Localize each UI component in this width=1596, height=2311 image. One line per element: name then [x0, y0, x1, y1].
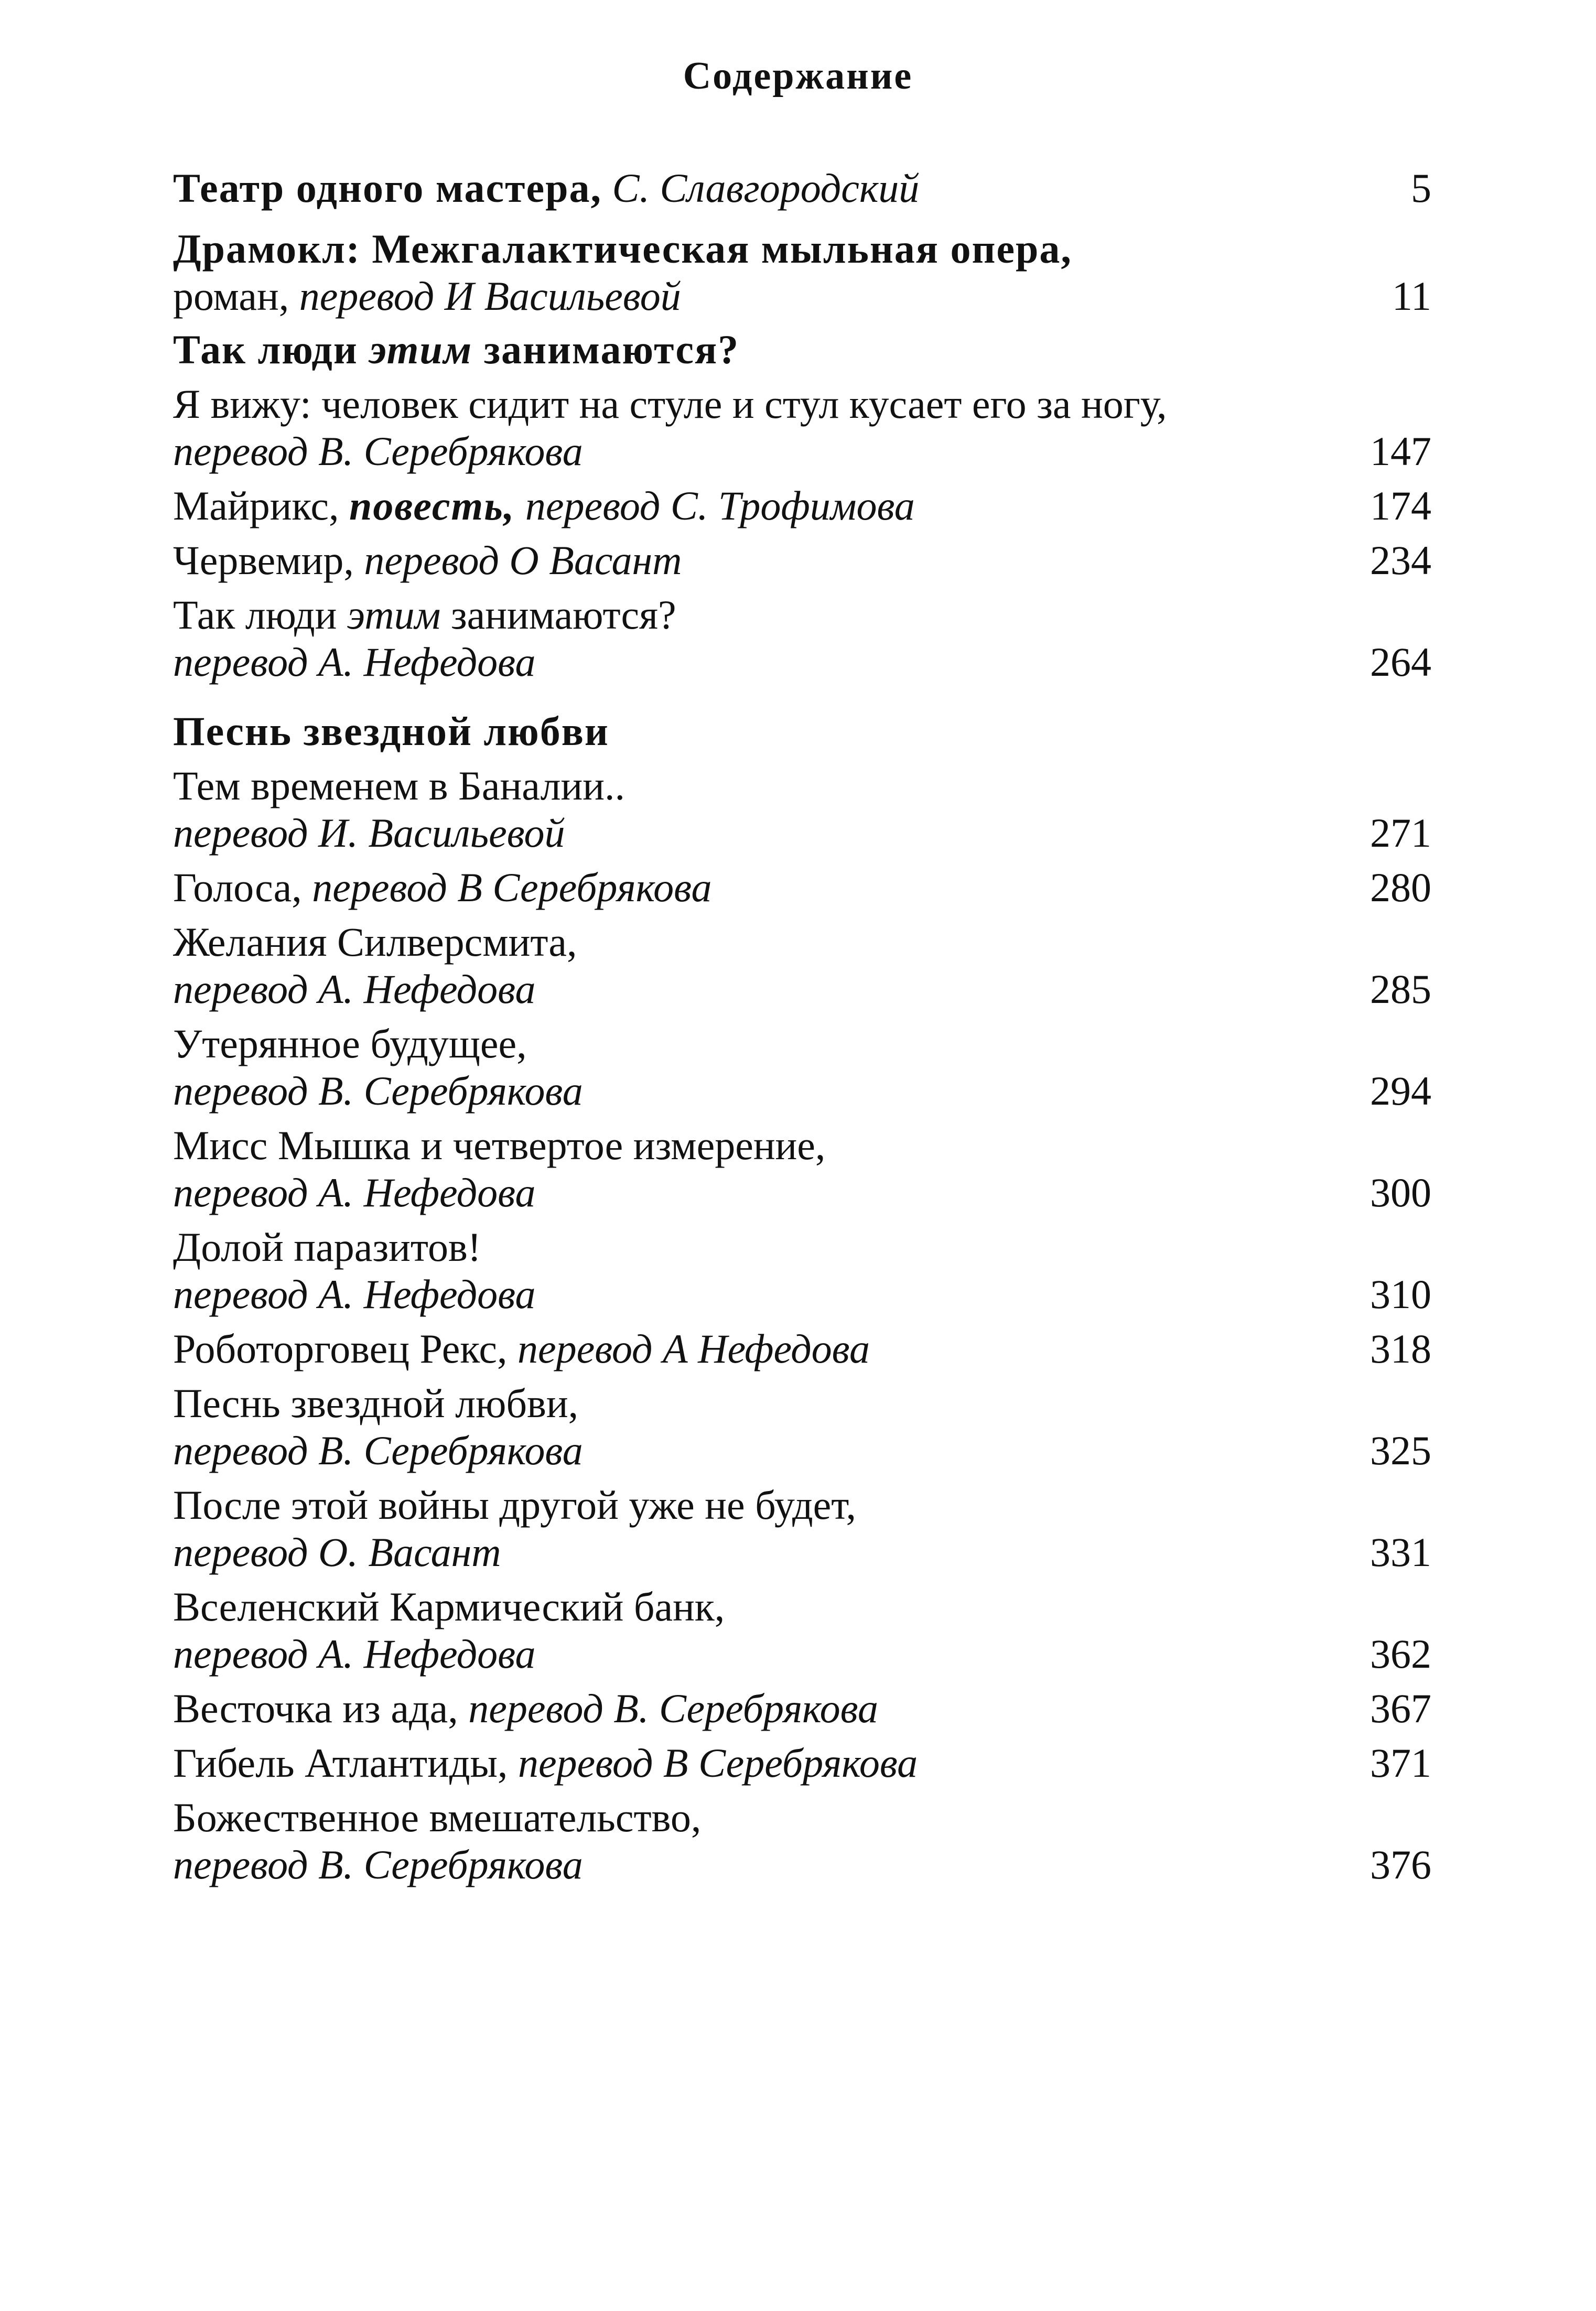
- section-heading-part: Так люди: [173, 327, 358, 372]
- entry-title: Долой паразитов!: [173, 1224, 481, 1270]
- entry-translator: перевод В Серебрякова: [517, 1740, 918, 1786]
- toc-entry[interactable]: [173, 1020, 1437, 1115]
- entry-title: Драмокл: Межгалактическая мыльная опера,: [173, 226, 1072, 272]
- page-number: 300: [1370, 1170, 1431, 1215]
- entry-title-emphasis: этим: [347, 592, 441, 638]
- page-number: 325: [1370, 1428, 1431, 1473]
- page-number: 264: [1370, 639, 1431, 685]
- entry-translator: перевод А. Нефедова: [173, 1631, 536, 1677]
- toc-entry[interactable]: [173, 482, 1437, 530]
- entry-translator: перевод В Серебрякова: [312, 865, 712, 910]
- entry-translator: перевод В. Серебрякова: [173, 428, 583, 474]
- entry-translator: перевод В. Серебрякова: [173, 1068, 583, 1114]
- page-number: 362: [1370, 1631, 1431, 1677]
- page-number: 11: [1392, 273, 1431, 319]
- toc-entry[interactable]: [173, 1224, 1437, 1318]
- page-number: 331: [1370, 1529, 1431, 1575]
- page-number: 310: [1370, 1271, 1431, 1317]
- page-number: 294: [1370, 1068, 1431, 1114]
- entry-translator: перевод В. Серебрякова: [173, 1428, 583, 1473]
- page-number: 174: [1370, 483, 1431, 528]
- page-number: 147: [1370, 428, 1431, 474]
- page-number: 5: [1411, 165, 1431, 211]
- toc-entry[interactable]: [173, 1583, 1437, 1678]
- entry-title: Голоса,: [173, 865, 302, 910]
- entry-translator: перевод А. Нефедова: [173, 639, 536, 685]
- entry-genre: роман,: [173, 273, 289, 319]
- toc-entry[interactable]: [173, 537, 1437, 584]
- section-heading: [173, 326, 1437, 373]
- toc-entry[interactable]: [173, 1380, 1437, 1474]
- entry-title: Театр одного мастера,: [173, 165, 602, 211]
- entry-translator: перевод О. Васант: [173, 1529, 501, 1575]
- toc-entry[interactable]: [173, 1122, 1437, 1216]
- page-number: 318: [1370, 1326, 1431, 1372]
- table-of-contents: [173, 157, 1437, 1888]
- toc-entry[interactable]: [173, 1482, 1437, 1576]
- entry-title: Майрикс,: [173, 483, 339, 528]
- entry-title: Вселенский Кармический банк,: [173, 1584, 725, 1629]
- entry-title: Мисс Мышка и четвертое измерение,: [173, 1122, 826, 1168]
- entry-translator: перевод О Васант: [364, 537, 682, 583]
- entry-title: Весточка из ада,: [173, 1686, 458, 1731]
- entry-title: Тем временем в Баналии..: [173, 763, 625, 808]
- toc-entry-novel[interactable]: [173, 225, 1437, 320]
- toc-entry[interactable]: [173, 762, 1437, 857]
- entry-title: Роботорговец Рекс,: [173, 1326, 508, 1372]
- section-heading: Песнь звездной любви: [173, 708, 609, 754]
- entry-genre: повесть,: [349, 483, 515, 528]
- entry-translator: перевод В. Серебрякова: [468, 1686, 879, 1731]
- page-number: 371: [1370, 1740, 1431, 1786]
- entry-translator: перевод А. Нефедова: [173, 966, 536, 1012]
- page-number: 280: [1370, 865, 1431, 910]
- entry-translator: перевод И. Васильевой: [173, 810, 565, 856]
- entry-translator: перевод В. Серебрякова: [173, 1842, 583, 1887]
- toc-entry[interactable]: [173, 1685, 1437, 1732]
- section-heading-emphasis: этим: [369, 327, 473, 372]
- entry-title: Я вижу: человек сидит на стуле и стул кусает его за ногу,: [173, 381, 1167, 427]
- entry-title: Так люди: [173, 592, 337, 638]
- entry-title: Песнь звездной любви,: [173, 1380, 579, 1426]
- entry-title: Утерянное будущее,: [173, 1021, 527, 1066]
- toc-entry[interactable]: [173, 1740, 1437, 1787]
- page-number: 376: [1370, 1842, 1431, 1887]
- entry-author: С. Славгородский: [612, 165, 920, 211]
- entry-title: Червемир,: [173, 537, 354, 583]
- toc-entry[interactable]: [173, 1794, 1437, 1888]
- entry-title: После этой войны другой уже не будет,: [173, 1482, 856, 1528]
- entry-title: Желания Силверсмита,: [173, 919, 577, 965]
- page-number: 271: [1370, 810, 1431, 856]
- section-heading-part: занимаются?: [483, 327, 740, 372]
- entry-translator: перевод А. Нефедова: [173, 1170, 536, 1215]
- toc-entry[interactable]: [173, 1325, 1437, 1373]
- toc-entry[interactable]: [173, 381, 1437, 475]
- entry-title: занимаются?: [450, 592, 676, 638]
- page-title: Содержание: [683, 55, 913, 98]
- toc-entry[interactable]: [173, 591, 1437, 686]
- toc-entry[interactable]: [173, 864, 1437, 911]
- entry-title: Гибель Атлантиды,: [173, 1740, 508, 1786]
- entry-translator: перевод А Нефедова: [517, 1326, 870, 1372]
- entry-translator: перевод С. Трофимова: [525, 483, 915, 528]
- page-number: 285: [1370, 966, 1431, 1012]
- entry-title: Божественное вмешательство,: [173, 1795, 702, 1840]
- toc-entry-preface[interactable]: [173, 165, 1437, 212]
- toc-entry[interactable]: [173, 919, 1437, 1013]
- page-number: 367: [1370, 1686, 1431, 1731]
- entry-translator: перевод А. Нефедова: [173, 1271, 536, 1317]
- entry-translator: перевод И Васильевой: [299, 273, 681, 319]
- page-number: 234: [1370, 537, 1431, 583]
